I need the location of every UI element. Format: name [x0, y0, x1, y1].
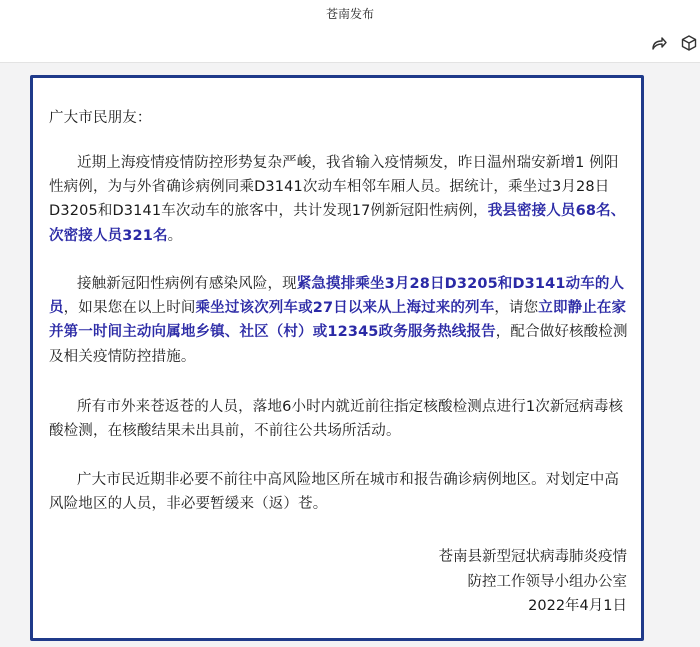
highlighted-text: 立即静止在家并第一时间主动向属地乡镇、社区（村）或12345政务服务热线报告	[49, 300, 627, 341]
cube-icon[interactable]	[680, 34, 698, 52]
page-title: 苍南发布	[325, 7, 374, 21]
paragraph-text: ，如果您在以上时间	[63, 300, 196, 317]
paragraph-text: ，请您	[494, 300, 539, 317]
notice-card	[30, 75, 644, 641]
greeting: 广大市民朋友：	[49, 110, 152, 126]
top-bar	[0, 0, 700, 63]
paragraph-2	[49, 272, 629, 369]
paragraph-1	[49, 151, 629, 248]
highlighted-text: 紧急摸排乘坐3月28日D3205和D3141动车的人员	[49, 276, 625, 317]
signature	[439, 545, 628, 619]
highlighted-text: 乘坐过该次列车或27日以来从上海过来的列车	[195, 300, 495, 317]
paragraph-text: 近期上海疫情疫情防控形势复杂严峻，我省输入疫情频发，昨日温州瑞安新增1 例阳性病例，为与外省确诊病例同乘D3141次动车相邻车厢人员。据统计，乘坐过3月28日D3205和D3141车次动车的旅客中，共计发现17例新冠阳性病例，	[49, 155, 619, 220]
paragraph-text: 。	[167, 227, 183, 244]
highlighted-text: 我县密接人员68名、次密接人员321名	[49, 203, 626, 244]
paragraph-text: ，配合做好核酸检测及相关疫情防控措施。	[49, 324, 628, 365]
signature-org-line2: 防控工作领导小组办公室	[467, 573, 627, 590]
paragraph-text: 接触新冠阳性病例有感染风险，现	[77, 276, 297, 292]
share-icon[interactable]	[650, 34, 668, 52]
paragraph-3: 所有市外来苍返苍的人员，落地6小时内就近前往指定核酸检测点进行1次新冠病毒核酸检测，在核酸结果未出具前，不前往公共场所活动。	[49, 399, 624, 440]
signature-org-line1: 苍南县新型冠状病毒肺炎疫情	[438, 549, 627, 565]
signature-date: 2022年4月1日	[528, 598, 627, 614]
paragraph-4: 广大市民近期非必要不前往中高风险地区所在城市和报告确诊病例地区。对划定中高风险地区的人员，非必要暂缓来（返）苍。	[49, 472, 620, 513]
